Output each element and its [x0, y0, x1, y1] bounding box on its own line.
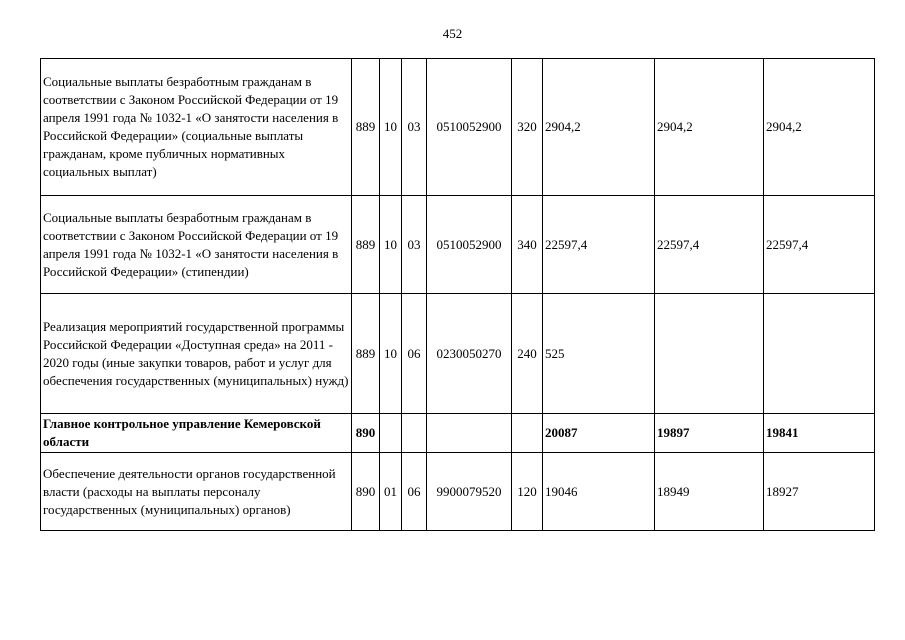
- amount-3: [764, 294, 875, 414]
- row-description: Социальные выплаты безработным гражданам в соответствии с Законом Российской Федерации от 19 апреля 1991 года № 1032-1 «О занятости населения в Российской Федерации» (стипендии): [41, 196, 352, 294]
- ministry-code: 890: [352, 453, 380, 531]
- row-description: Социальные выплаты безработным гражданам в соответствии с Законом Российской Федерации от 19 апреля 1991 года № 1032-1 «О занятости населения в Российской Федерации» (социальные выплаты гражданам, кроме публичных нормативных социальных выплат): [41, 59, 352, 196]
- amount-2: 18949: [655, 453, 764, 531]
- table-row: [41, 196, 875, 294]
- budget-table: [40, 58, 875, 531]
- amount-2: [655, 294, 764, 414]
- subsection-code: 06: [402, 453, 427, 531]
- amount-3: 18927: [764, 453, 875, 531]
- expense-type-code: 320: [512, 59, 543, 196]
- section-code: 10: [380, 294, 402, 414]
- amount-1: 19046: [543, 453, 655, 531]
- amount-2: 19897: [655, 414, 764, 453]
- table-row-section-total: [41, 414, 875, 453]
- section-code: 10: [380, 196, 402, 294]
- subsection-code: 06: [402, 294, 427, 414]
- ministry-code: 890: [352, 414, 380, 453]
- amount-3: 19841: [764, 414, 875, 453]
- amount-1: 22597,4: [543, 196, 655, 294]
- table-row: [41, 294, 875, 414]
- section-code: 10: [380, 59, 402, 196]
- row-description: Реализация мероприятий государственной программы Российской Федерации «Доступная среда» на 2011 - 2020 годы (иные закупки товаров, работ и услуг для обеспечения государственных (муниципальных) нужд): [41, 294, 352, 414]
- target-article-code: 0510052900: [427, 196, 512, 294]
- amount-1: 2904,2: [543, 59, 655, 196]
- expense-type-code: [512, 414, 543, 453]
- target-article-code: 0230050270: [427, 294, 512, 414]
- page-number: 452: [442, 26, 463, 41]
- expense-type-code: 340: [512, 196, 543, 294]
- expense-type-code: 120: [512, 453, 543, 531]
- ministry-code: 889: [352, 294, 380, 414]
- amount-3: 22597,4: [764, 196, 875, 294]
- amount-2: 2904,2: [655, 59, 764, 196]
- amount-1: 525: [543, 294, 655, 414]
- table-row: [41, 59, 875, 196]
- amount-1: 20087: [543, 414, 655, 453]
- target-article-code: 9900079520: [427, 453, 512, 531]
- target-article-code: [427, 414, 512, 453]
- subsection-code: [402, 414, 427, 453]
- ministry-code: 889: [352, 59, 380, 196]
- amount-2: 22597,4: [655, 196, 764, 294]
- section-code: 01: [380, 453, 402, 531]
- row-description: Обеспечение деятельности органов государственной власти (расходы на выплаты персоналу государственных (муниципальных) органов): [41, 453, 352, 531]
- subsection-code: 03: [402, 196, 427, 294]
- section-code: [380, 414, 402, 453]
- expense-type-code: 240: [512, 294, 543, 414]
- subsection-code: 03: [402, 59, 427, 196]
- ministry-code: 889: [352, 196, 380, 294]
- target-article-code: 0510052900: [427, 59, 512, 196]
- table-row: [41, 453, 875, 531]
- amount-3: 2904,2: [764, 59, 875, 196]
- row-description: Главное контрольное управление Кемеровской области: [41, 414, 352, 453]
